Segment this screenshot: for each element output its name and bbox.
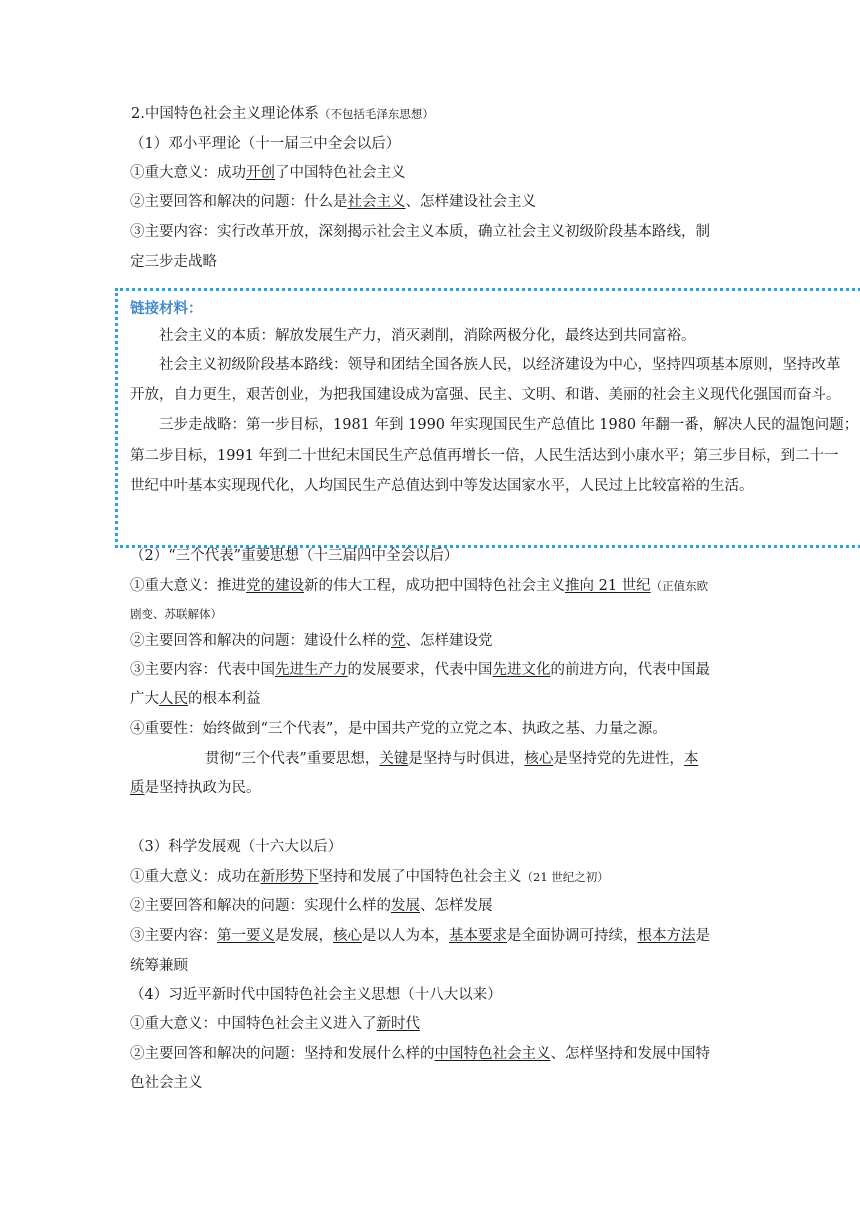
xi-heading: （4）习近平新时代中国特色社会主义思想（十八大以来） [130,987,502,1003]
link-p3b: 第二步目标，1991 年到二十世纪末国民生产总值再增长一倍，人民生活达到小康水平；第三步目标，到二十一 [130,448,839,464]
section-title-note: （不包括毛泽东思想） [318,107,434,121]
three-implement-2: 质是坚持执政为民。 [130,780,261,796]
section-title-main: 2.中国特色社会主义理论体系 [131,106,319,122]
link-p2b: 开放，自力更生，艰苦创业，为把我国建设成为富强、民主、文明、和谐、美丽的社会主义现代化强国而奋斗。 [130,387,841,403]
three-significance: ①重大意义：推进党的建设新的伟大工程，成功把中国特色社会主义推向 21 世纪（正值东欧 [130,578,709,594]
deng-heading: （1）邓小平理论（十一届三中全会以后） [130,136,401,152]
link-material-title: 链接材料： [130,301,203,317]
deng-content-2: 定三步走战略 [130,254,217,270]
section-title [131,104,434,124]
link-p3a: 三步走战略：第一步目标，1981 年到 1990 年实现国民生产总值比 1980 年翻一番，解决人民的温饱问题； [159,417,859,433]
three-implement-1: 贯彻“三个代表”重要思想，关键是坚持与时俱进，核心是坚持党的先进性，本 [205,751,699,767]
link-p1: 社会主义的本质：解放发展生产力，消灭剥削，消除两极分化，最终达到共同富裕。 [159,328,696,344]
deng-question: ②主要回答和解决的问题：什么是社会主义、怎样建设社会主义 [130,194,536,210]
sci-heading: （3）科学发展观（十六大以后） [130,839,343,855]
sci-question: ②主要回答和解决的问题：实现什么样的发展、怎样发展 [130,898,493,914]
link-p2a: 社会主义初级阶段基本路线：领导和团结全国各族人民，以经济建设为中心，坚持四项基本原则，坚持改革 [159,357,841,373]
three-importance: ④重要性：始终做到“三个代表”，是中国共产党的立党之本、执政之基、力量之源。 [130,721,667,737]
sci-content-1: ③主要内容：第一要义是发展，核心是以人为本，基本要求是全面协调可持续，根本方法是 [130,928,710,944]
link-p3c: 世纪中叶基本实现现代化，人均国民生产总值达到中等发达国家水平，人民过上比较富裕的生活。 [130,478,754,494]
three-heading: （2）“三个代表”重要思想（十三届四中全会以后） [130,548,459,564]
three-content-2: 广大人民的根本利益 [130,691,261,707]
deng-content-1: ③主要内容：实行改革开放，深刻揭示社会主义本质，确立社会主义初级阶段基本路线，制 [130,224,710,240]
xi-question-1: ②主要回答和解决的问题：坚持和发展什么样的中国特色社会主义、怎样坚持和发展中国特 [130,1046,710,1062]
three-question: ②主要回答和解决的问题：建设什么样的党、怎样建设党 [130,633,493,649]
sci-significance: ①重大意义：成功在新形势下坚持和发展了中国特色社会主义（21 世纪之初） [130,869,609,885]
xi-question-2: 色社会主义 [130,1075,203,1091]
three-significance-note: 剧变、苏联解体） [130,607,222,621]
sci-content-2: 统筹兼顾 [130,958,188,974]
three-content-1: ③主要内容：代表中国先进生产力的发展要求，代表中国先进文化的前进方向，代表中国最 [130,662,710,678]
deng-significance: ①重大意义：成功开创了中国特色社会主义 [130,165,406,181]
xi-significance: ①重大意义：中国特色社会主义进入了新时代 [130,1016,420,1032]
